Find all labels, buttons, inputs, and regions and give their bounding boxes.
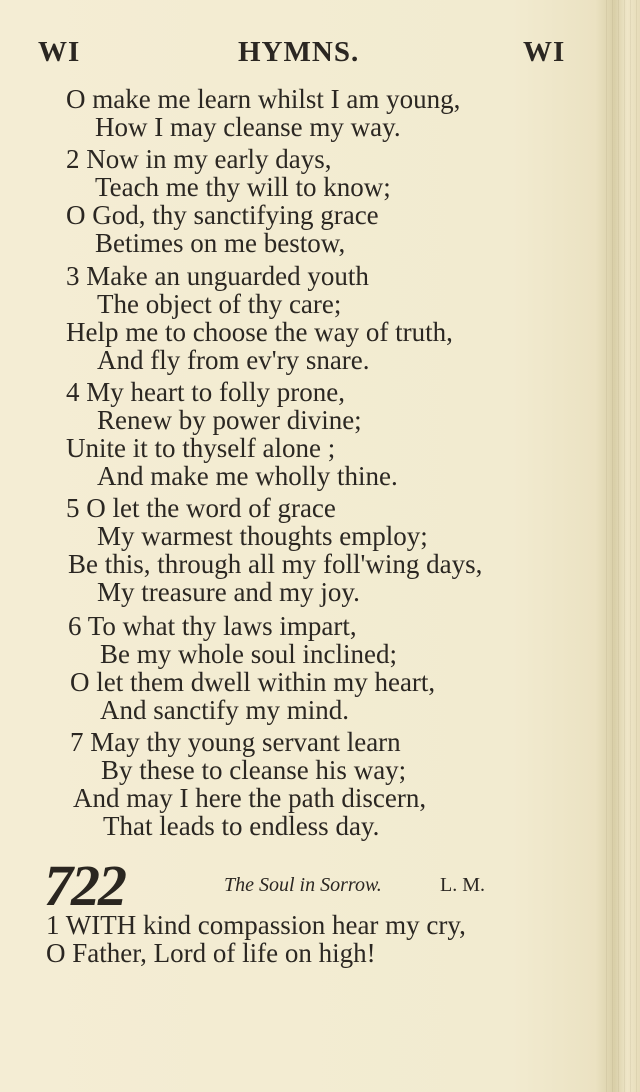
verse-line: 4 My heart to folly prone, bbox=[66, 377, 345, 407]
verse-line: That leads to endless day. bbox=[103, 811, 380, 841]
header-left-catchword: WI bbox=[38, 36, 81, 68]
verse-line: 7 May thy young servant learn bbox=[70, 727, 401, 757]
verse-number: 6 bbox=[68, 611, 82, 641]
verse-line: O God, thy sanctifying grace bbox=[66, 200, 379, 230]
verse-line: Help me to choose the way of truth, bbox=[66, 317, 453, 347]
hymn-number: 722 bbox=[44, 853, 125, 918]
header-title: HYMNS. bbox=[238, 36, 360, 68]
verse-line: Be my whole soul inclined; bbox=[100, 639, 397, 669]
verse-line: 1 WITH kind compassion hear my cry, bbox=[46, 910, 466, 940]
verse-line: 3 Make an unguarded youth bbox=[66, 261, 369, 291]
running-header bbox=[0, 36, 640, 76]
verse-line: My warmest thoughts employ; bbox=[97, 521, 428, 551]
verse-line: The object of thy care; bbox=[97, 289, 342, 319]
verse-line: 5 O let the word of grace bbox=[66, 493, 336, 523]
verse-line: O let them dwell within my heart, bbox=[70, 667, 436, 697]
verse-number: 2 bbox=[66, 144, 80, 174]
verse-line: Betimes on me bestow, bbox=[95, 228, 346, 258]
verse-line: By these to cleanse his way; bbox=[101, 755, 407, 785]
verse-number: 1 bbox=[46, 910, 60, 940]
verse-number: 5 bbox=[66, 493, 80, 523]
header-right-catchword: WI bbox=[523, 36, 566, 68]
verse-line: And sanctify my mind. bbox=[100, 695, 349, 725]
verse-line: O make me learn whilst I am young, bbox=[66, 84, 461, 114]
verse-line: And make me wholly thine. bbox=[97, 461, 398, 491]
verse-line: Renew by power divine; bbox=[97, 405, 362, 435]
verse-number: 7 bbox=[70, 727, 84, 757]
verse-line: And fly from ev'ry snare. bbox=[97, 345, 370, 375]
verse-line: Unite it to thyself alone ; bbox=[66, 433, 336, 463]
verse-line: Teach me thy will to know; bbox=[95, 172, 391, 202]
verse-number: 3 bbox=[66, 261, 80, 291]
verse-line: O Father, Lord of life on high! bbox=[46, 938, 376, 968]
hymn-title: The Soul in Sorrow. bbox=[224, 874, 382, 896]
verse-line: My treasure and my joy. bbox=[97, 577, 360, 607]
verse-line: 6 To what thy laws impart, bbox=[68, 611, 357, 641]
hymn-meter: L. M. bbox=[440, 874, 485, 896]
verse-line: Be this, through all my foll'wing days, bbox=[68, 549, 483, 579]
verse-line: How I may cleanse my way. bbox=[95, 112, 401, 142]
verse-line: 2 Now in my early days, bbox=[66, 144, 332, 174]
page-edge-shadow bbox=[606, 0, 640, 1092]
verse-line: And may I here the path discern, bbox=[73, 783, 427, 813]
verse-number: 4 bbox=[66, 377, 80, 407]
